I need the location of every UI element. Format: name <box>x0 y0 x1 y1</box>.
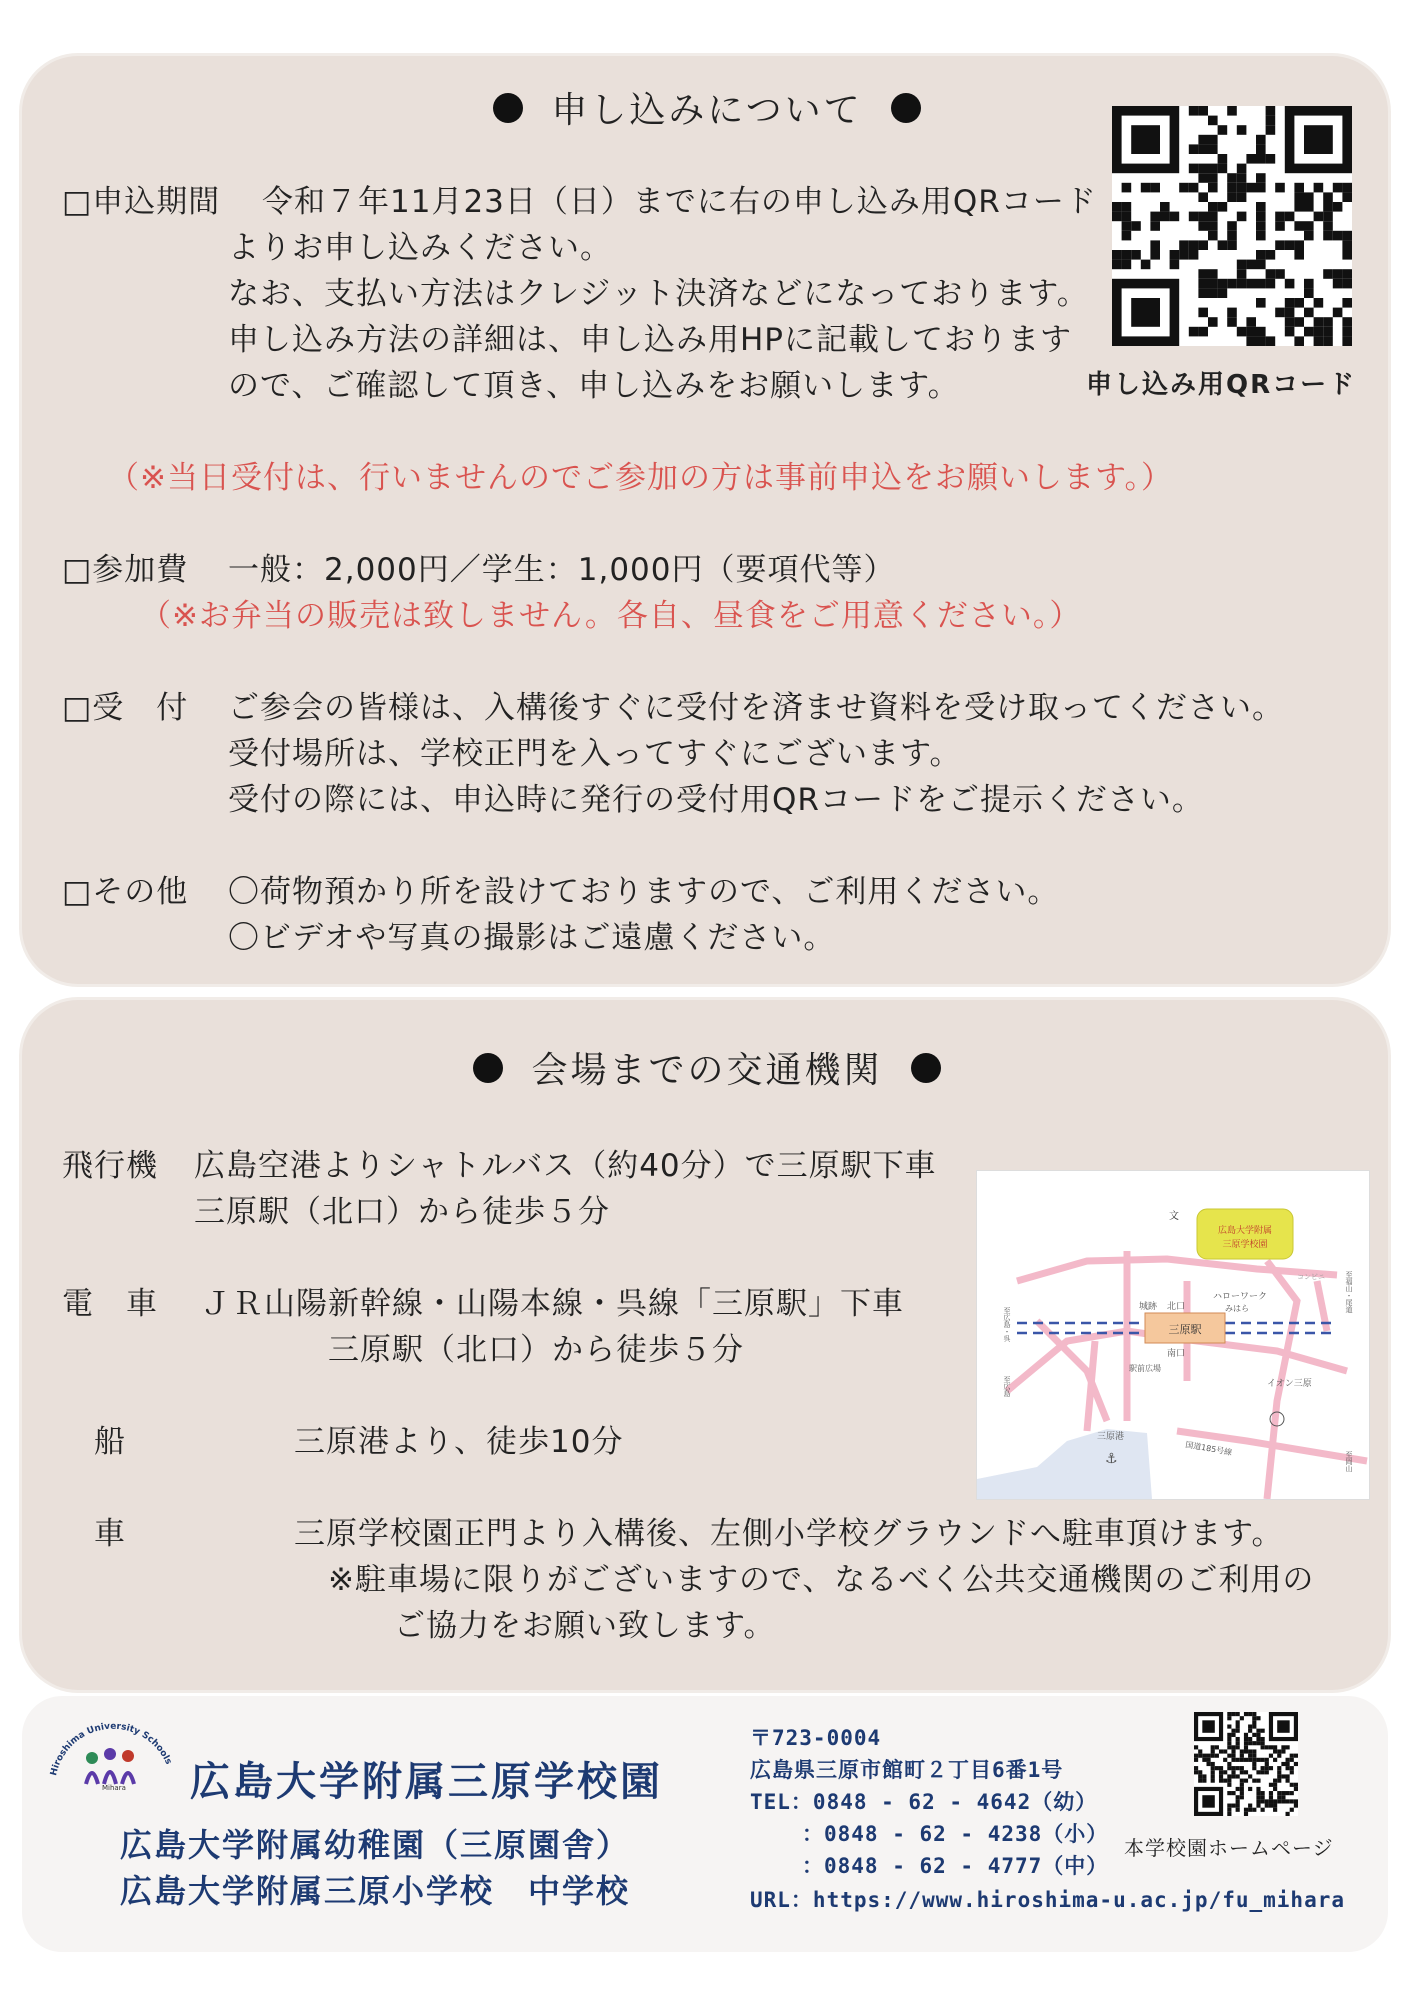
school-mark-icon: 文 <box>1169 1211 1179 1222</box>
map-hello-work-sub: みはら <box>1225 1304 1249 1313</box>
bullet-dot-icon <box>473 1053 503 1083</box>
map-aeon: イオン三原 <box>1267 1379 1312 1389</box>
period-line: ので、ご確認して頂き、申し込みをお願いします。 <box>228 368 960 404</box>
application-heading: 申し込みについて <box>0 82 1414 133</box>
map-direction-label: 至広島・呉 <box>1003 1307 1011 1342</box>
plane-line: 広島空港よりシャトルバス（約40分）で三原駅下車 <box>194 1148 937 1184</box>
website-url[interactable]: URL：https://www.hiroshima-u.ac.jp/fu_mihara <box>750 1888 1346 1912</box>
svg-text:Mihara: Mihara <box>102 1784 126 1792</box>
train-line: ＪＲ山陽新幹線・山陽本線・呉線「三原駅」下車 <box>200 1286 904 1322</box>
homepage-label: 本学校園ホームページ <box>1124 1836 1334 1860</box>
map-castle: 城跡 <box>1139 1302 1158 1312</box>
train-line: 三原駅（北口）から徒歩５分 <box>328 1332 744 1368</box>
map-school-label: 三原学校園 <box>1222 1240 1268 1250</box>
qr-code-icon <box>1194 1712 1298 1816</box>
car-line: 三原学校園正門より入構後、左側小学校グラウンドへ駐車頂けます。 <box>294 1516 1284 1552</box>
homepage-qr-code[interactable] <box>1194 1712 1298 1816</box>
school-logo <box>42 1706 182 1792</box>
bullet-dot-icon <box>911 1053 941 1083</box>
kindergarten-name: 広島大学附属幼稚園（三原園舎） <box>120 1826 631 1864</box>
train-label: 電 車 <box>62 1286 158 1322</box>
fee-text: 一般：2,000円／学生：1,000円（要項代等） <box>228 552 896 588</box>
ship-line: 三原港より、徒歩10分 <box>294 1424 624 1460</box>
map-convenience: コンビニ <box>1297 1273 1325 1281</box>
period-line: なお、支払い方法はクレジット決済などになっております。 <box>228 276 1089 312</box>
car-label: 車 <box>94 1516 126 1552</box>
reception-line: 受付場所は、学校正門を入ってすぐにございます。 <box>228 736 962 772</box>
qr-code-icon <box>1112 106 1352 346</box>
qr-label: 申し込み用QRコード <box>1086 370 1357 400</box>
map-south-exit: 南口 <box>1167 1349 1186 1359</box>
map-port: 三原港 <box>1097 1432 1125 1442</box>
car-line: ご協力をお願い致します。 <box>394 1608 776 1644</box>
school-name: 広島大学附属三原学校園 <box>190 1759 663 1805</box>
anchor-icon: ⚓ <box>1105 1451 1118 1467</box>
same-day-notice: （※当日受付は、行いませんのでご参加の方は事前申込をお願いします。） <box>108 460 1173 496</box>
transport-heading: 会場までの交通機関 <box>0 1042 1414 1093</box>
svg-text:Hiroshima University Schools: Hiroshima University Schools <box>49 1721 174 1777</box>
plane-line: 三原駅（北口）から徒歩５分 <box>194 1194 610 1230</box>
period-label: □申込期間 <box>62 184 221 220</box>
tel-elementary: ：0848 - 62 - 4238（小） <box>802 1822 1109 1846</box>
map-ekimae: 駅前広場 <box>1129 1364 1161 1373</box>
map-station-label: 三原駅 <box>1168 1323 1202 1336</box>
map-direction-label: 至福山・尾道 <box>1345 1271 1353 1313</box>
map-school-label: 広島大学附属 <box>1217 1226 1273 1236</box>
map-hello-work: ハローワーク <box>1213 1292 1268 1302</box>
other-line: 〇荷物預かり所を設けておりますので、ご利用ください。 <box>228 874 1060 910</box>
ship-label: 船 <box>94 1424 126 1460</box>
period-line: 申し込み方法の詳細は、申し込み用HPに記載しております <box>228 322 1073 358</box>
reception-line: 受付の際には、申込時に発行の受付用QRコードをご提示ください。 <box>228 782 1204 818</box>
tel-kindergarten: TEL：0848 - 62 - 4642（幼） <box>750 1790 1098 1814</box>
period-line: 令和７年11月23日（日）までに右の申し込み用QRコード <box>262 184 1097 220</box>
map-north-exit: 北口 <box>1167 1302 1186 1312</box>
access-map <box>976 1170 1370 1500</box>
address: 広島県三原市館町２丁目6番1号 <box>750 1758 1064 1782</box>
fee-label: □参加費 <box>62 552 189 588</box>
schools-name: 広島大学附属三原小学校 中学校 <box>120 1872 631 1910</box>
map-direction-label: 至岡山 <box>1345 1451 1353 1472</box>
map-route: 国道185号線 <box>1184 1440 1233 1458</box>
sea-shape <box>977 1429 1152 1499</box>
application-qr-code[interactable] <box>1112 106 1352 346</box>
reception-line: ご参会の皆様は、入構後すぐに受付を済ませ資料を受け取ってください。 <box>228 690 1284 726</box>
fee-note: （※お弁当の販売は致しません。各自、昼食をご用意ください。） <box>140 598 1082 634</box>
car-line: ※駐車場に限りがございますので、なるべく公共交通機関のご利用の <box>328 1562 1315 1598</box>
reception-label: □受 付 <box>62 690 189 726</box>
postal-code: 〒723-0004 <box>750 1726 882 1750</box>
other-line: 〇ビデオや写真の撮影はご遠慮ください。 <box>228 920 836 956</box>
tel-junior-high: ：0848 - 62 - 4777（中） <box>802 1854 1109 1878</box>
bullet-dot-icon <box>891 93 921 123</box>
bullet-dot-icon <box>493 93 523 123</box>
plane-label: 飛行機 <box>62 1148 158 1184</box>
period-line: よりお申し込みください。 <box>228 230 612 266</box>
map-direction-label: 至広島 <box>1003 1376 1011 1397</box>
other-label: □その他 <box>62 874 189 910</box>
